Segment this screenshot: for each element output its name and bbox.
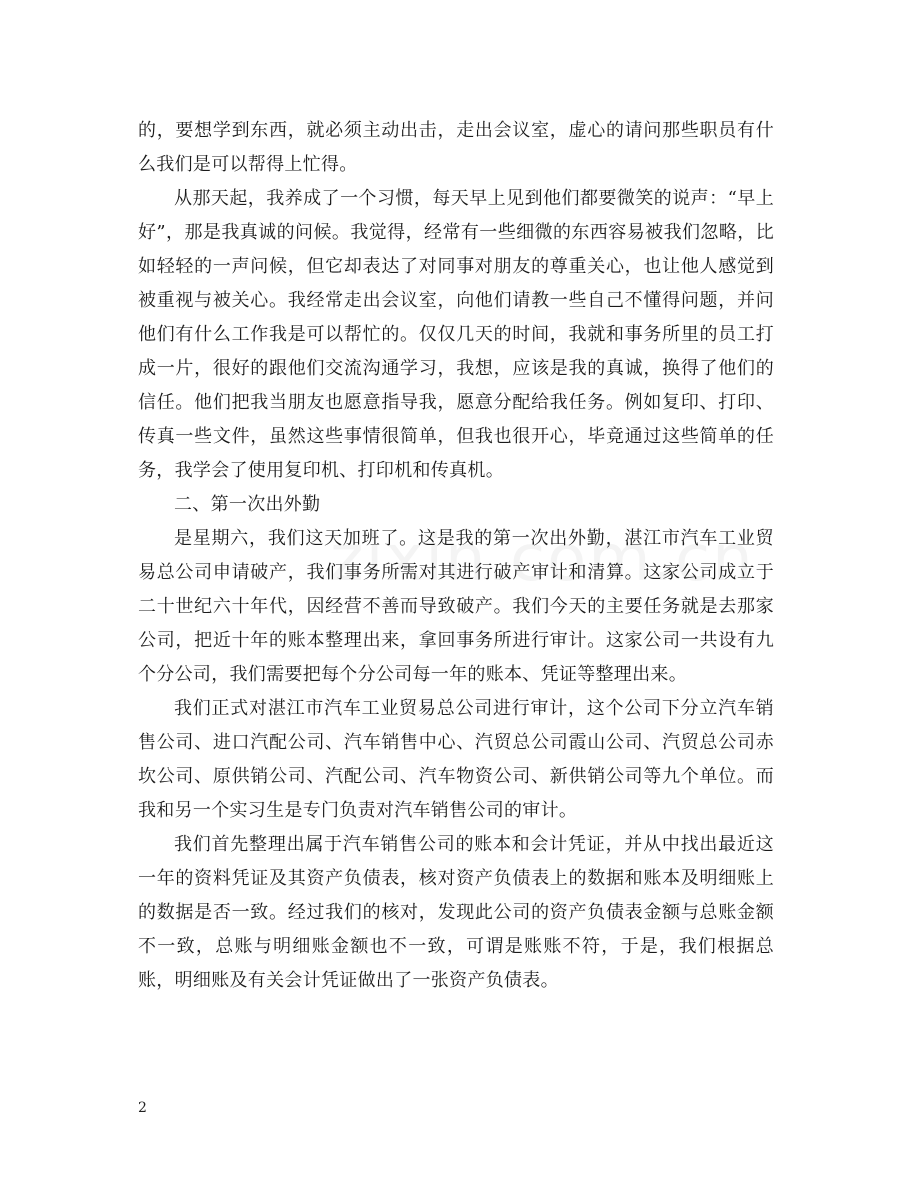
paragraph: 我们正式对湛江市汽车工业贸易总公司进行审计，这个公司下分立汽车销售公司、进口汽配公司、汽车销售中心、汽贸总公司霞山公司、汽贸总公司赤坎公司、原供销公司、汽配公司、汽车物资公司、新供销公司等九个单位。而我和另一个实习生是专门负责对汽车销售公司的审计。 [138,698,774,821]
section-heading: 二、第一次出外勤 [174,494,321,515]
paragraph: 是星期六，我们这天加班了。这是我的第一次出外勤，湛江市汽车工业贸易总公司申请破产，我们事务所需对其进行破产审计和清算。这家公司成立于二十世纪六十年代，因经营不善而导致破产。我们今天的主要任务就是去那家公司，把近十年的账本整理出来，拿回事务所进行审计。这家公司一共设有九个分公司，我们需要把每个分公司每一年的账本、凭证等整理出来。 [138,528,774,685]
paragraph-continuation: 的，要想学到东西，就必须主动出击，走出会议室，虚心的请问那些职员有什么我们是可以帮得上忙得。 [138,120,774,175]
paragraph: 我们首先整理出属于汽车销售公司的账本和会计凭证，并从中找出最近这一年的资料凭证及其资产负债表，核对资产负债表上的数据和账本及明细账上的数据是否一致。经过我们的核对，发现此公司的资产负债表金额与总账金额不一致，总账与明细账金额也不一致，可谓是账账不符，于是，我们根据总账，明细账及有关会计凭证做出了一张资产负债表。 [138,834,774,991]
paragraph: 从那天起，我养成了一个习惯，每天早上见到他们都要微笑的说声：“早上好”，那是我真诚的问候。我觉得，经常有一些细微的东西容易被我们忽略，比如轻轻的一声问候，但它却表达了对同事对朋友的尊重关心，也让他人感觉到被重视与被关心。我经常走出会议室，向他们请教一些自己不懂得问题，并问他们有什么工作我是可以帮忙的。仅仅几天的时间，我就和事务所里的员工打成一片，很好的跟他们交流沟通学习，我想，应该是我的真诚，换得了他们的信任。他们把我当朋友也愿意指导我，愿意分配给我任务。例如复印、打印、传真一些文件，虽然这些事情很简单，但我也很开心，毕竟通过这些简单的任务，我学会了使用复印机、打印机和传真机。 [138,188,774,481]
page-number: 2 [138,1100,147,1116]
document-body [138,114,774,998]
